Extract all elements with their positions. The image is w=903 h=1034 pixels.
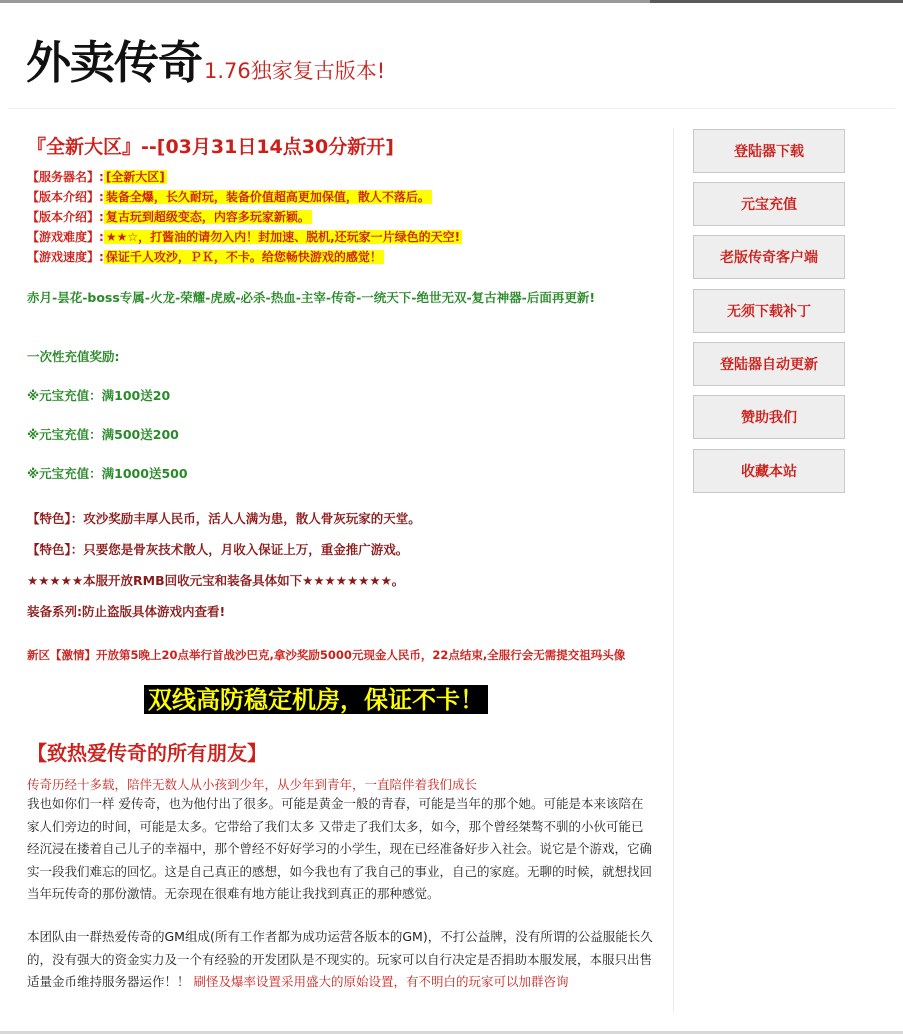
recharge-button[interactable]: 元宝充值 [693, 182, 845, 226]
features-line: 赤月-昙花-boss专属-火龙-荣耀-虎威-必杀-热血-主宰-传奇-一统天下-绝世无双-复古神器-后面再更新! [27, 290, 596, 305]
info-label: 【版本介绍】: [27, 190, 104, 204]
recharge-item: ※元宝充值：满500送200 [27, 427, 179, 442]
sponsor-button[interactable]: 赞助我们 [693, 395, 845, 439]
info-row [27, 229, 462, 245]
info-label: 【游戏难度】: [27, 230, 104, 244]
recharge-item: ※元宝充值：满100送20 [27, 388, 171, 403]
team-paragraph [27, 926, 655, 994]
info-value: [全新大区] [105, 170, 165, 184]
bookmark-site-button[interactable]: 收藏本站 [693, 449, 845, 493]
site-header [26, 26, 386, 89]
site-subtitle: 1.76独家复古版本! [204, 59, 386, 83]
zone-title: 『全新大区』--[03月31日14点30分新开] [27, 136, 394, 158]
classic-client-button[interactable]: 老版传奇客户端 [693, 235, 845, 279]
team-paragraph-text: 本团队由一群热爱传奇的GM组成(所有工作者都为成功运营各版本的GM)，不打公益牌，没有所谓的公益服能长久的，没有强大的资金实力及一个有经验的开发团队是不现实的。玩家可以自行决定是否捐助本服发展，本服只出售适量金币维持服务器运作！！ [27, 929, 653, 989]
site-title: 外卖传奇 [26, 36, 203, 89]
info-row [27, 249, 384, 265]
info-label: 【游戏速度】: [27, 250, 104, 264]
recharge-item: ※元宝充值：满1000送500 [27, 466, 188, 481]
info-label: 【服务器名】: [27, 170, 104, 184]
recharge-title: 一次性充值奖励: [27, 349, 120, 364]
trait-line: 【特色】：攻沙奖励丰厚人民币，活人人满为患，散人骨灰玩家的天堂。 [27, 511, 421, 526]
launcher-download-button[interactable]: 登陆器下载 [693, 129, 845, 173]
equip-line: 装备系列:防止盗版具体游戏内查看! [27, 604, 226, 619]
info-value: 复古玩到超级变态，内容多玩家新颖。 [105, 210, 310, 224]
launcher-auto-update-button[interactable]: 登陆器自动更新 [693, 342, 845, 386]
info-value: 保证千人攻沙，ＰＫ，不卡。给您畅快游戏的感觉！ [105, 250, 382, 264]
friends-intro: 传奇历经十多载，陪伴无数人从小孩到少年，从少年到青年，一直陪伴着我们成长 [27, 777, 478, 792]
promo-banner: 双线高防稳定机房，保证不卡！ [144, 685, 488, 714]
no-download-patch-button[interactable]: 无须下载补丁 [693, 289, 845, 333]
info-row [27, 209, 312, 225]
info-row [27, 169, 167, 185]
trait-line: 【特色】：只要您是骨灰技术散人，月收入保证上万，重金推广游戏。 [27, 542, 409, 557]
info-value: ★★☆，打酱油的请勿入内！封加速、脱机,还玩家一片绿色的天空! [105, 230, 461, 244]
rmb-line: ★★★★★本服开放RMB回收元宝和装备具体如下★★★★★★★★。 [27, 573, 405, 588]
info-value: 装备全爆，长久耐玩，装备价值超高更加保值，散人不落后。 [105, 190, 430, 204]
friends-title: 【致热爱传奇的所有朋友】 [27, 741, 267, 765]
team-paragraph-red: 刷怪及爆率设置采用盛大的原始设置，有不明白的玩家可以加群咨询 [193, 974, 569, 989]
info-label: 【版本介绍】: [27, 210, 104, 224]
window-top-border-right [650, 0, 903, 3]
friends-paragraph: 我也如你们一样 爱传奇，也为他付出了很多。可能是黄金一般的青春，可能是当年的那个她。可能是本来该陪在家人们旁边的时间，可能是太多。它带给了我们太多 又带走了我们太多，如今，那个曾经桀骜不驯的小伙可能已经沉浸在搂着自己儿子的幸福中，那个曾经不好好学习的小学生，现在已经准备好步入社会。说它是个游戏，它确实一段我们难忘的回忆。这是自己真正的感想，如今我也有了我自己的事业，自己的家庭。无聊的时候，就想找回当年玩传奇的那份激情。无奈现在很难有地方能让我找到真正的那种感觉。 [27, 796, 653, 901]
header-divider [8, 108, 895, 109]
content-divider [673, 128, 674, 1013]
event-line: 新区【激情】开放第5晚上20点举行首战沙巴克,拿沙奖励5000元现金人民币，22点结束,全服行会无需提交祖玛头像 [27, 648, 626, 662]
info-row [27, 189, 432, 205]
